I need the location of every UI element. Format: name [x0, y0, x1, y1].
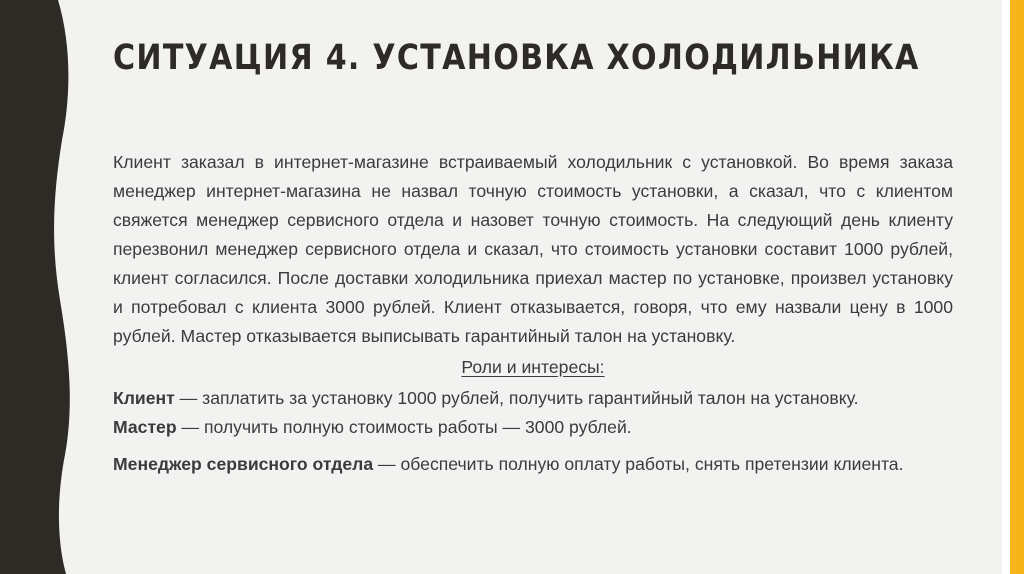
roles-heading: Роли и интересы:: [461, 357, 605, 377]
right-accent-strip: [1010, 0, 1024, 574]
role-manager-name: Менеджер сервисного отдела: [113, 454, 374, 474]
situation-description: Клиент заказал в интернет-магазине встраиваемый холодильник с установкой. Во время заказа менеджер интернет-магазина не назвал точную стоимость установки, а сказал, что с клиентом свяжется менеджер сервисного отдела и назовет точную стоимость. На следующий день клиенту перезвонил менеджер сервисного отдела и сказал, что стоимость установки составит 1000 рублей, клиент согласился. После доставки холодильника приехал мастер по установке, произвел установку и потребовал с клиента 3000 рублей. Клиент отказывается, говоря, что ему назвали цену в 1000 рублей. Мастер отказывается выписывать гарантийный талон на установку.: [113, 152, 953, 346]
left-band-shape: [0, 0, 70, 574]
role-master-name: Мастер: [113, 417, 177, 437]
role-client-name: Клиент: [113, 388, 175, 408]
role-client-interest: — заплатить за установку 1000 рублей, получить гарантийный талон на установку.: [174, 388, 859, 408]
left-decorative-band: [0, 0, 80, 574]
role-client: [113, 384, 953, 413]
role-master-interest: — получить полную стоимость работы — 3000 рублей.: [176, 417, 632, 437]
slide-content: [113, 148, 953, 479]
role-master: [113, 413, 953, 442]
slide-title: СИТУАЦИЯ 4. УСТАНОВКА ХОЛОДИЛЬНИКА: [113, 38, 920, 78]
right-white-strip: [1002, 0, 1010, 574]
role-manager-interest: — обеспечить полную оплату работы, снять претензии клиента.: [373, 454, 904, 474]
role-manager: [113, 450, 953, 479]
